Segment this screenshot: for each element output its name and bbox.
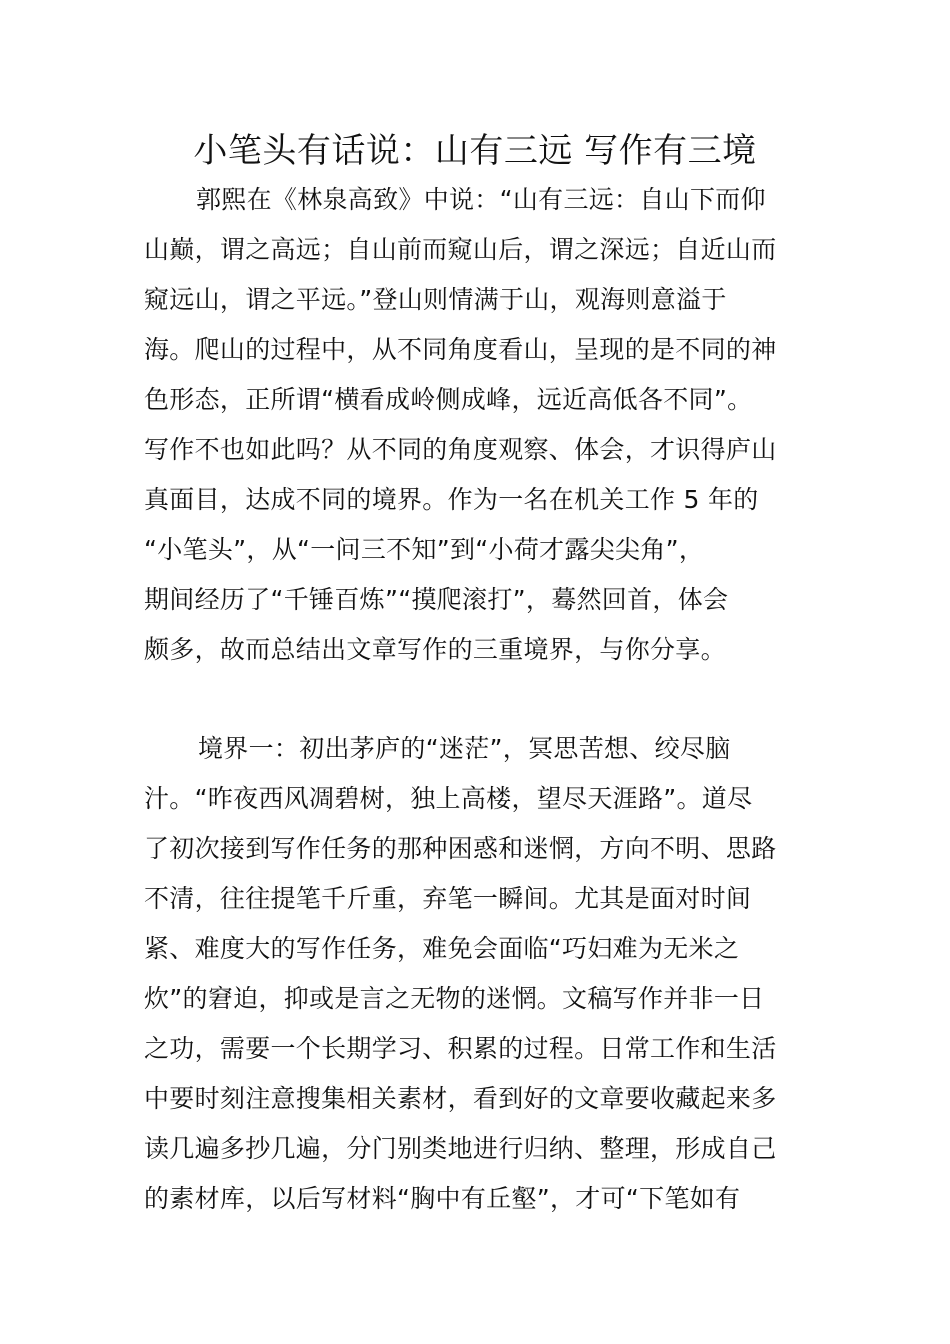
document-title: 小笔头有话说：山有三远 写作有三境: [193, 131, 757, 171]
paragraph-line: 中要时刻注意搜集相关素材，看到好的文章要收藏起来多: [144, 1084, 777, 1113]
paragraph-line: 紧、难度大的写作任务，难免会面临“巧妇难为无米之: [144, 934, 740, 963]
paragraph-line: 写作不也如此吗？从不同的角度观察、体会，才识得庐山: [144, 435, 777, 464]
paragraph-line: 海。爬山的过程中，从不同角度看山，呈现的是不同的神: [144, 335, 777, 364]
paragraph-line: 读几遍多抄几遍，分门别类地进行归纳、整理，形成自己: [144, 1134, 777, 1163]
paragraph-line: 真面目，达成不同的境界。作为一名在机关工作 5 年的: [144, 485, 759, 514]
paragraph-line: 山巅，谓之高远；自山前而窥山后，谓之深远；自近山而: [144, 235, 777, 264]
paragraph-line: 之功，需要一个长期学习、积累的过程。日常工作和生活: [144, 1034, 777, 1063]
paragraph-line: 汁。“昨夜西风凋碧树，独上高楼，望尽天涯路”。道尽: [144, 784, 753, 813]
paragraph-line: 色形态，正所谓“横看成岭侧成峰，远近高低各不同”。: [144, 385, 753, 414]
paragraph-line: “小笔头”，从“一问三不知”到“小荷才露尖尖角”，: [144, 535, 705, 564]
paragraph-line: 期间经历了“千锤百炼”“摸爬滚打”，蓦然回首，体会: [144, 585, 729, 614]
paragraph-line: 窥远山，谓之平远。”登山则情满于山，观海则意溢于: [144, 285, 727, 314]
paragraph-line: 境界一：初出茅庐的“迷茫”，冥思苦想、绞尽脑: [198, 734, 731, 763]
paragraph-line: 郭熙在《林泉高致》中说：“山有三远：自山下而仰: [196, 185, 766, 214]
paragraph-line: 炊”的窘迫，抑或是言之无物的迷惘。文稿写作并非一日: [144, 984, 765, 1013]
paragraph-line: 颇多，故而总结出文章写作的三重境界，与你分享。: [144, 635, 726, 664]
paragraph-line: 的素材库，以后写材料“胸中有丘壑”，才可“下笔如有: [144, 1184, 741, 1213]
paragraph-line: 不清，往往提笔千斤重，弃笔一瞬间。尤其是面对时间: [144, 884, 752, 913]
paragraph-line: 了初次接到写作任务的那种困惑和迷惘，方向不明、思路: [144, 834, 777, 863]
